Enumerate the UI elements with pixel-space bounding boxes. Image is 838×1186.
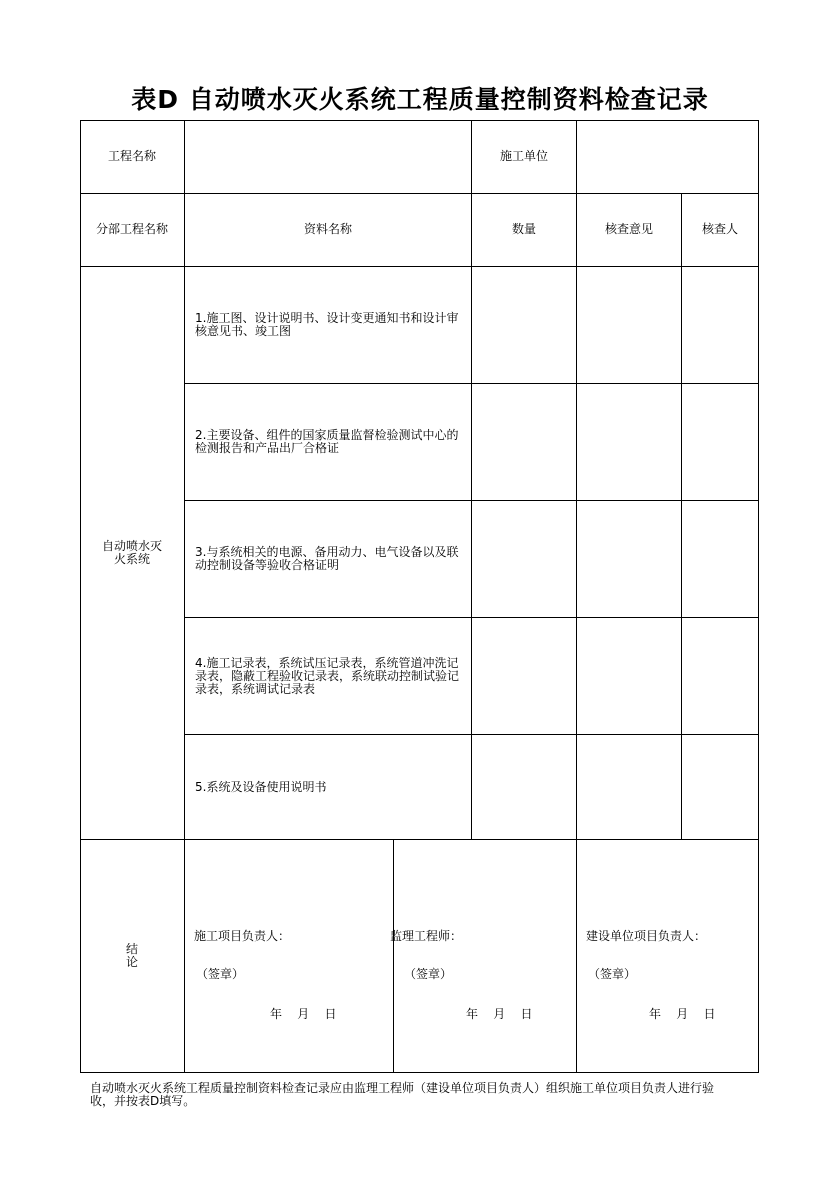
- supervisor-label: 监理工程师：: [390, 929, 463, 943]
- owner-date-label: 年 月 日: [649, 1007, 716, 1021]
- checker-cell[interactable]: [682, 501, 758, 617]
- contractor-field[interactable]: [577, 120, 758, 193]
- column-divider: [393, 839, 394, 1073]
- quantity-cell[interactable]: [472, 384, 576, 500]
- supervisor-seal-label: （签章）: [404, 967, 453, 981]
- quantity-cell[interactable]: [472, 267, 576, 383]
- table-row-document-name: 3.与系统相关的电源、备用动力、电气设备以及联动控制设备等验收合格证明: [195, 545, 459, 572]
- quantity-cell[interactable]: [472, 735, 576, 839]
- table-row-document-name: 4.施工记录表，系统试压记录表，系统管道冲洗记录表，隐蔽工程验收记录表，系统联动控制试验记录表，系统调试记录表: [195, 655, 460, 696]
- column-header-quantity: 数量: [511, 222, 536, 236]
- opinion-cell[interactable]: [577, 735, 681, 839]
- table-border-left: [80, 120, 81, 1073]
- column-header-checker: 核查人: [701, 222, 738, 236]
- row-divider: [80, 839, 759, 840]
- table-row-document-name: 1.施工图、设计说明书、设计变更通知书和设计审核意见书、竣工图: [195, 311, 459, 338]
- checker-cell[interactable]: [682, 735, 758, 839]
- column-header-subproject: 分部工程名称: [95, 222, 168, 236]
- conclusion-label: 结论: [125, 942, 138, 969]
- contractor-seal-label: （签章）: [196, 967, 245, 981]
- column-header-opinion: 核查意见: [604, 222, 653, 236]
- contractor-label: 施工单位: [499, 149, 548, 163]
- subproject-name: 自动喷水灭火系统: [101, 539, 162, 566]
- opinion-cell[interactable]: [577, 384, 681, 500]
- project-name-field[interactable]: [185, 120, 471, 193]
- column-header-document: 资料名称: [303, 222, 352, 236]
- table-border-bottom: [80, 1072, 759, 1073]
- supervisor-date-label: 年 月 日: [466, 1007, 533, 1021]
- opinion-cell[interactable]: [577, 618, 681, 734]
- owner-manager-label: 建设单位项目负责人：: [586, 929, 707, 943]
- contractor-manager-label: 施工项目负责人：: [194, 929, 291, 943]
- checker-cell[interactable]: [682, 267, 758, 383]
- table-border-right: [758, 120, 759, 1073]
- inspection-record-table: [80, 120, 759, 1073]
- quantity-cell[interactable]: [472, 501, 576, 617]
- checker-cell[interactable]: [682, 618, 758, 734]
- table-row-document-name: 2.主要设备、组件的国家质量监督检验测试中心的检测报告和产品出厂合格证: [195, 428, 459, 455]
- opinion-cell[interactable]: [577, 267, 681, 383]
- page-title: 表D 自动喷水灭火系统工程质量控制资料检查记录: [131, 85, 709, 114]
- opinion-cell[interactable]: [577, 501, 681, 617]
- owner-seal-label: （签章）: [588, 967, 637, 981]
- table-row-document-name: 5.系统及设备使用说明书: [195, 779, 327, 794]
- quantity-cell[interactable]: [472, 618, 576, 734]
- contractor-date-label: 年 月 日: [270, 1007, 337, 1021]
- project-name-label: 工程名称: [107, 149, 156, 163]
- footnote: 自动喷水灭火系统工程质量控制资料检查记录应由监理工程师（建设单位项目负责人）组织施工单位项目负责人进行验收，并按表D填写。: [90, 1081, 715, 1108]
- checker-cell[interactable]: [682, 384, 758, 500]
